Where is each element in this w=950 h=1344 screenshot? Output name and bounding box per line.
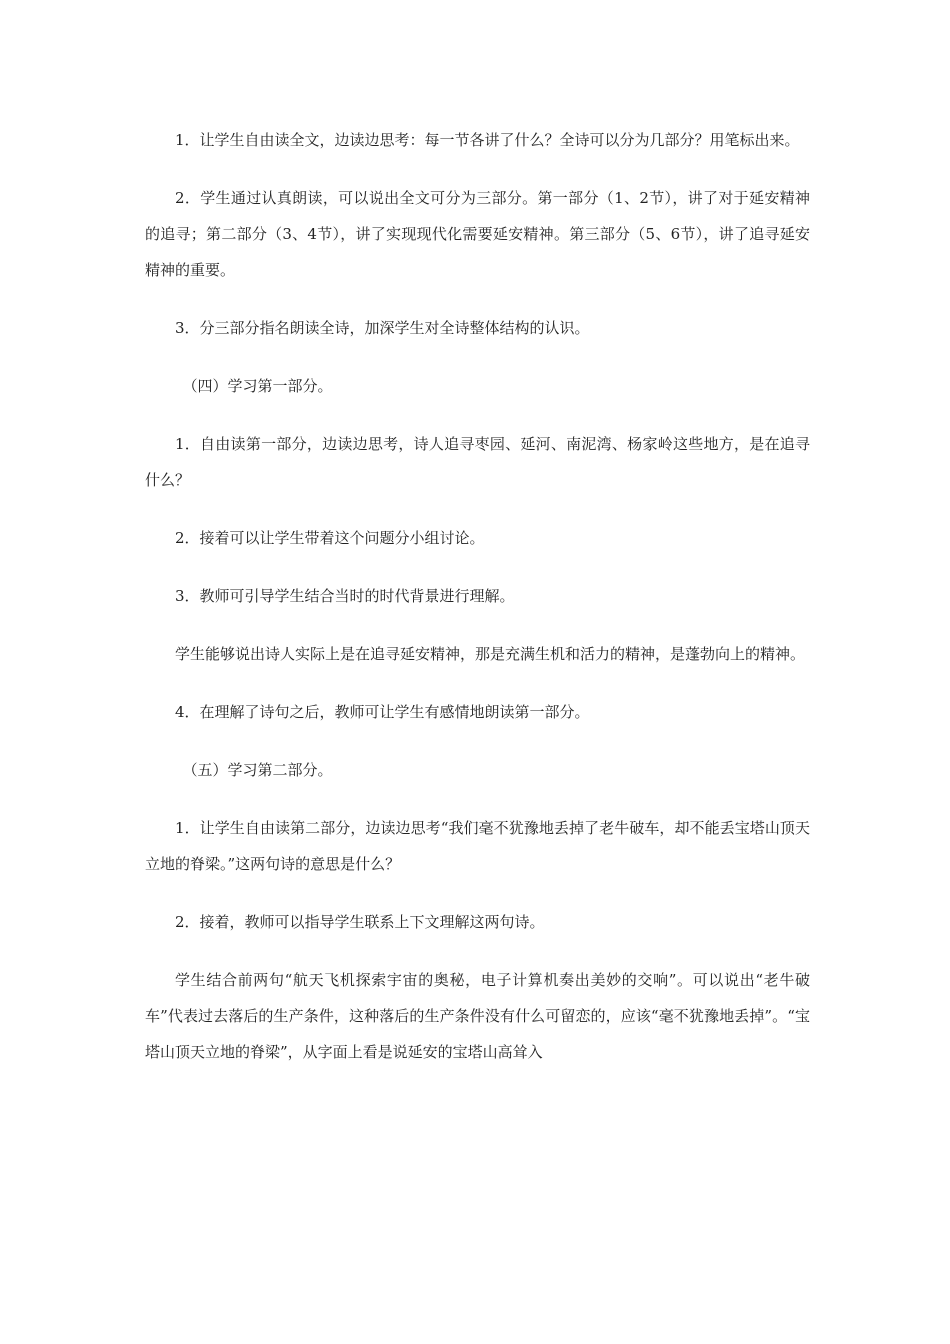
paragraph-part4-step-3: 3．教师可引导学生结合当时的时代背景进行理解。 [175, 587, 515, 605]
paragraph-step-3-read-aloud: 3．分三部分指名朗读全诗，加深学生对全诗整体结构的认识。 [175, 319, 590, 337]
paragraph-step-2-three-parts: 2．学生通过认真朗读，可以说出全文可分为三部分。第一部分（1、2节），讲了对于延安精神的追寻；第二部分（3、4节），讲了实现现代化需要延安精神。第三部分（5、6节），讲了追寻延安精神的重要。 [145, 189, 810, 279]
paragraph-part4-step-4: 4．在理解了诗句之后，教师可让学生有感情地朗读第一部分。 [175, 703, 590, 721]
section-heading-part-four: （四）学习第一部分。 [182, 377, 333, 395]
section-heading-part-five: （五）学习第二部分。 [182, 761, 333, 779]
paragraph-part5-step-1: 1．让学生自由读第二部分，边读边思考“我们毫不犹豫地丢掉了老牛破车，却不能丢宝塔山顶天立地的脊梁。”这两句诗的意思是什么？ [145, 819, 810, 873]
paragraph-part4-step-2: 2．接着可以让学生带着这个问题分小组讨论。 [175, 529, 485, 547]
paragraph-part5-student-answer: 学生结合前两句“航天飞机探索宇宙的奥秘，电子计算机奏出美妙的交响”。可以说出“老牛破车”代表过去落后的生产条件，这种落后的生产条件没有什么可留恋的，应该“毫不犹豫地丢掉”。“宝塔山顶天立地的脊梁”，从字面上看是说延安的宝塔山高耸入 [145, 971, 810, 1061]
paragraph-part4-step-1: 1．自由读第一部分，边读边思考，诗人追寻枣园、延河、南泥湾、杨家岭这些地方，是在追寻什么？ [145, 435, 810, 489]
document-body [145, 122, 810, 1092]
paragraph-part5-step-2: 2．接着，教师可以指导学生联系上下文理解这两句诗。 [175, 913, 545, 931]
paragraph-part4-student-answer: 学生能够说出诗人实际上是在追寻延安精神，那是充满生机和活力的精神，是蓬勃向上的精神。 [175, 645, 806, 663]
paragraph-step-1-read-full-text: 1．让学生自由读全文，边读边思考：每一节各讲了什么？全诗可以分为几部分？用笔标出来。 [175, 131, 800, 149]
